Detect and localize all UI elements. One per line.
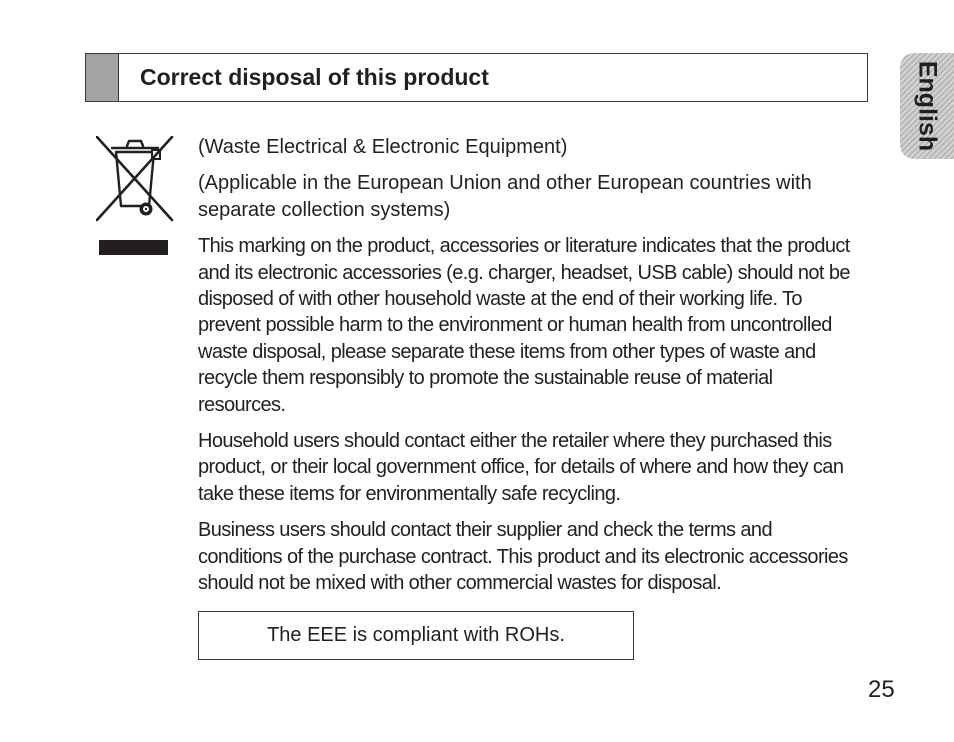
section-title: Correct disposal of this product <box>140 64 489 90</box>
page-number: 25 <box>868 676 895 703</box>
rohs-notice-box: The EEE is compliant with ROHs. <box>198 611 634 660</box>
paragraph-weee-definition: (Waste Electrical & Electronic Equipment) <box>198 136 568 158</box>
language-tab-label: English <box>913 60 942 152</box>
body-text <box>198 134 858 607</box>
header-tab-block <box>86 54 119 101</box>
paragraph-marking-explanation: This marking on the product, accessories or literature indicates that the product and its electronic accessories (e.g. charger, headset, USB cable) should not be disposed of with other household waste at the end of their working life. To prevent possible harm to the environment or human health from uncontrolled waste disposal, please separate these items from other types of waste and recycle them responsibly to promote the sustainable reuse of material resources. <box>198 235 850 416</box>
paragraph-household-users: Household users should contact either the retailer where they purchased this product, or their local government office, for details of where and how they can take these items for environmentally safe recycling. <box>198 430 844 505</box>
section-header <box>85 53 868 102</box>
crossed-out-wheelie-bin-icon <box>96 136 174 224</box>
paragraph-business-users: Business users should contact their supplier and check the terms and conditions of the purchase contract. This product and its electronic accessories should not be mixed with other commercial wastes for disposal. <box>198 519 848 595</box>
paragraph-applicability: (Applicable in the European Union and other European countries with separate collection systems) <box>198 172 812 221</box>
language-tab <box>900 53 954 159</box>
separate-collection-bar <box>99 240 168 255</box>
